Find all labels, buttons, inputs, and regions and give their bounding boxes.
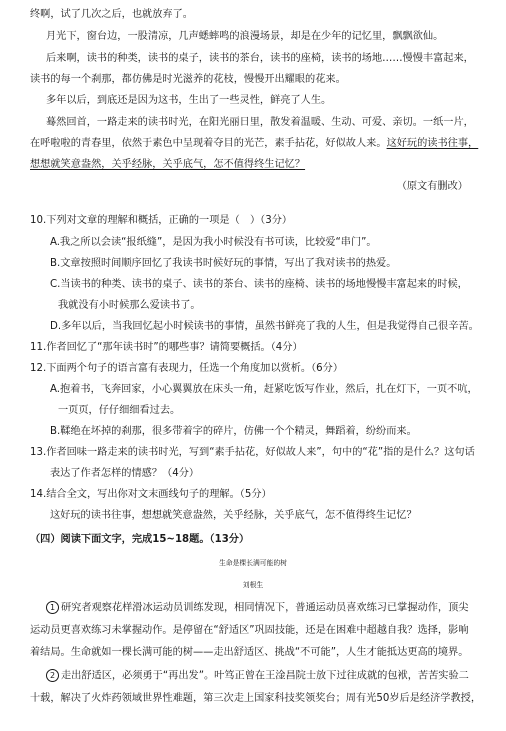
paragraph-line: 十载，解决了火炸药领域世界性难题，第三次走上国家科技奖领奖台；周有光50岁后是经济学教授， [30,693,482,704]
article-title: 生命是棵长满可能的树 [219,559,287,567]
article-author: 刘根生 [242,581,264,589]
passage-line: 多年以后，到底还是因为这书，生出了一些灵性，鲜亮了人生。 [46,95,332,106]
passage-line [30,137,478,151]
question-13-cont: 表达了作者怎样的情感？（4分） [50,468,200,479]
question-11: 11.作者回忆了“那年读书时”的哪些事？请简要概括。（4分） [30,342,303,353]
question-13: 13.作者回味一路走来的读书时光，写到“素手拈花，好似故人来”，句中的“花”指的是什么？这句话 [30,447,475,458]
paragraph-line: 运动员更喜欢练习未掌握动作。是停留在“舒适区”巩固技能，还是在困难中超越自我？选择，影响 [30,625,469,636]
option-a: A.我之所以会读“报纸缝”，是因为我小时候没有书可读，比较爱“串门”。 [50,237,377,248]
underlined-sentence: 这好玩的读书往事， [386,138,479,149]
underlined-sentence: 想想就笑意盎然，关乎经脉，关乎底气，怎不值得终生记忆？ [30,159,306,170]
section-heading: （四）阅读下面文字，完成15~18题。（13分） [30,534,250,545]
option-c: C.当读书的种类、读书的桌子、读书的茶台、读书的座椅、读书的场地慢慢丰富起来的时候， [50,279,468,290]
paragraph-line [46,601,469,616]
passage-text: 在呼啦啦的青春里，依然于素色中呈现着夺目的光芒，素手拈花，好似故人来。 [30,138,387,149]
question-14: 14.结合全文，写出你对文末画线句子的理解。（5分） [30,489,272,500]
question-10: 10.下列对文章的理解和概括，正确的一项是（ ）（3分） [30,215,293,226]
passage-line: 蓦然回首，一路走来的读书时光，在阳光丽日里，散发着温暖、生动、可爱、亲切。一纸一片， [46,117,474,128]
paragraph-number: 1 [46,601,59,614]
option-b: B.文章按照时间顺序回忆了我读书时候好玩的事情，写出了我对读书的热爱。 [50,258,397,269]
passage-line: 终啊，试了几次之后，也就放弃了。 [30,9,193,20]
passage-line: 月光下，窗台边，一股清凉，几声蟋蟀鸣的浪漫场景，却是在少年的记忆里，飘飘欲仙。 [46,31,444,42]
sentence-a: A.抱着书，飞奔回家，小心翼翼放在床头一角，赶紧吃饭写作业，然后，扎在灯下，一页不吭， [50,384,478,395]
paragraph-number: 2 [46,669,59,682]
sentence-a-cont: 一页页，仔仔细细看过去。 [58,405,181,416]
passage-line: 后来啊，读书的种类，读书的桌子，读书的茶台，读书的座椅，读书的场地……慢慢丰富起来， [46,53,474,64]
question-14-quote: 这好玩的读书往事，想想就笑意盎然，关乎经脉，关乎底气，怎不值得终生记忆？ [50,510,417,521]
paragraph-text: 走出舒适区，必须勇于“再出发”。叶笃正曾在王淦昌院士放下过往成就的包袱，苦苦实验二 [61,670,469,682]
paragraph-text: 研究者观察花样滑冰运动员训练发现，相同情况下，普通运动员喜欢练习已掌握动作，顶尖 [61,602,469,614]
source-note: （原文有删改） [396,181,468,192]
passage-line: 读书的每一个刹那，都仿佛是时光滋养的花枝，慢慢开出耀眼的花来。 [30,74,346,85]
paragraph-line [46,669,469,684]
question-12: 12.下面两个句子的语言富有表现力，任选一个角度加以赏析。（6分） [30,363,344,374]
option-d: D.多年以后，当我回忆起小时候读书的事情，虽然书鲜亮了我的人生，但是我觉得自己很辛苦。 [50,321,479,332]
sentence-b: B.鞣绝在坏掉的刹那，很多带着字的碎片，仿佛一个个精灵，舞蹈着，纷纷而来。 [50,426,417,437]
option-c-cont: 我就没有小时候那么爱读书了。 [58,300,201,311]
paragraph-line: 着结局。生命就如一棵长满可能的树——走出舒适区、挑战“不可能”，人生才能抵达更高的境界。 [30,647,469,658]
